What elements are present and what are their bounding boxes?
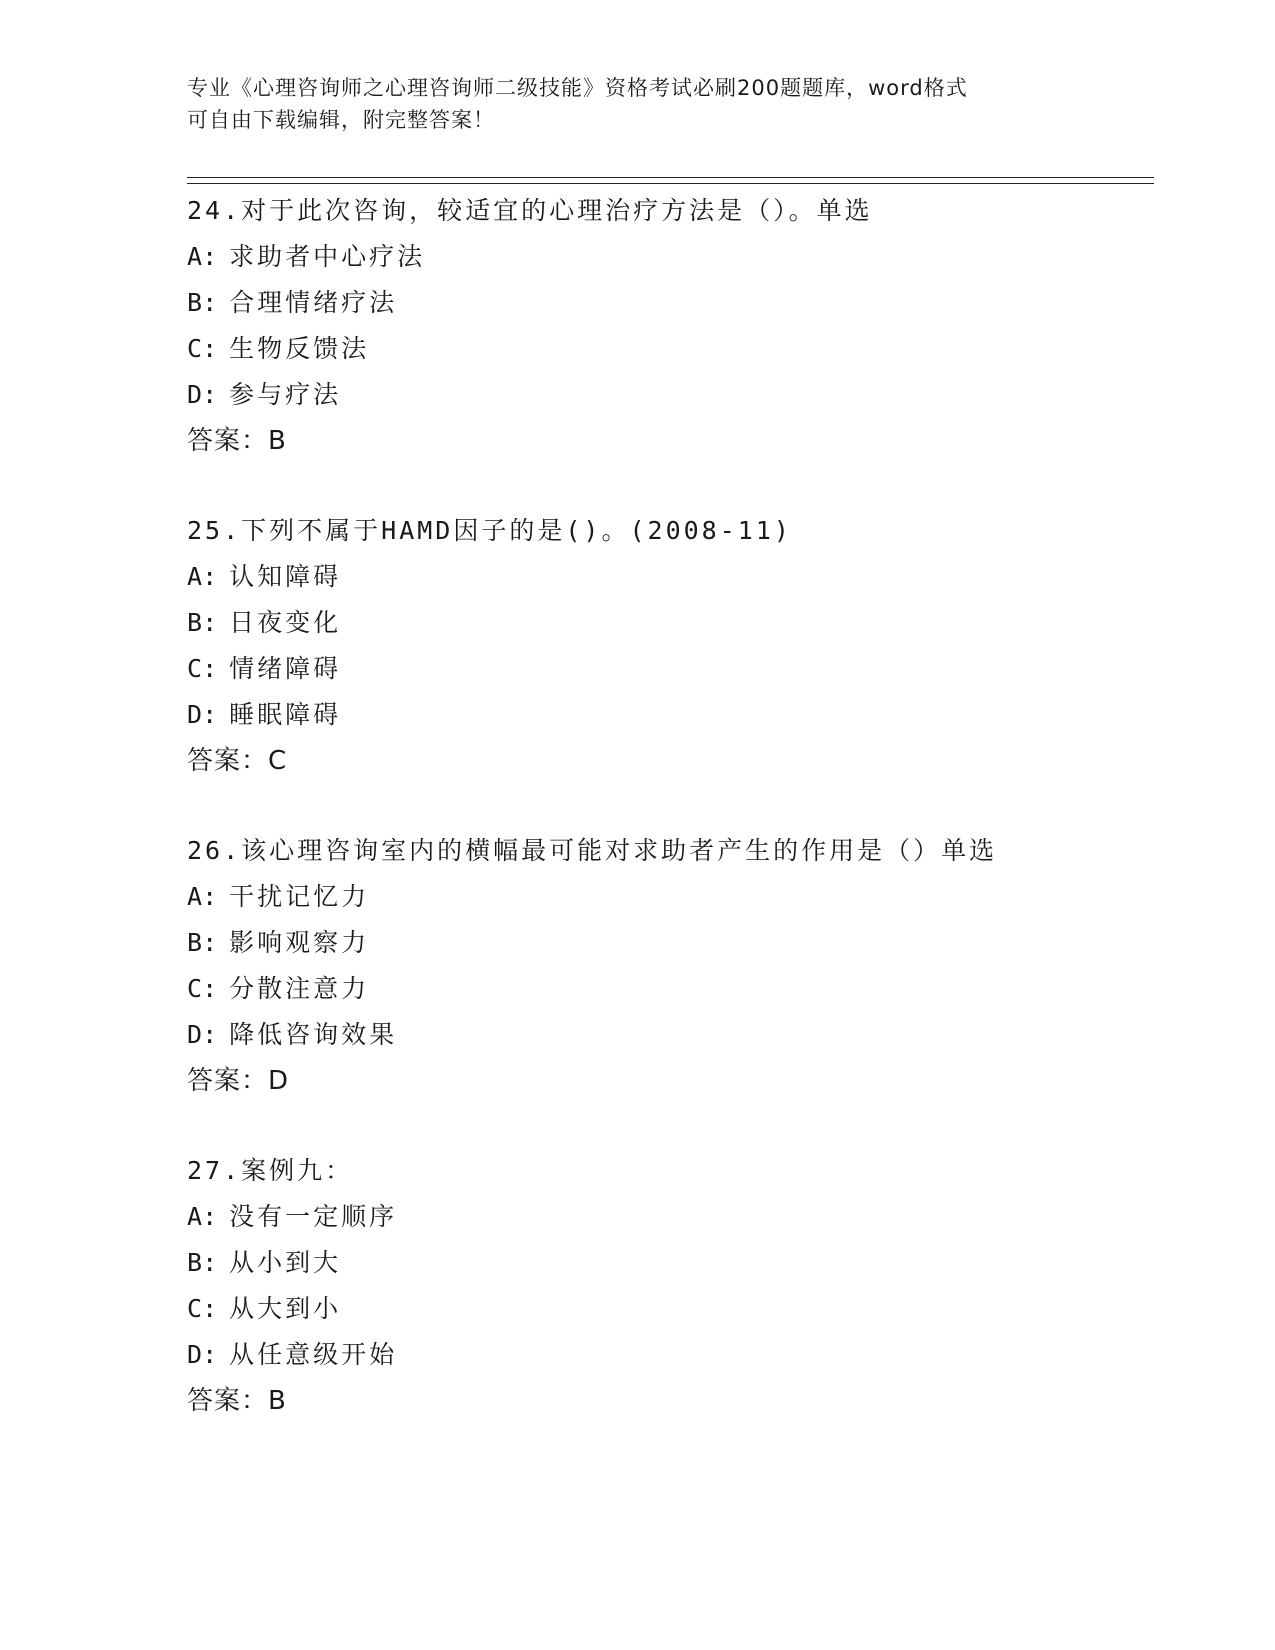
option-text: 影响观察力 [229,928,370,957]
option-text: 干扰记忆力 [229,882,370,911]
option-separator: : [202,380,218,409]
question-item [187,828,1167,1104]
answer-text: 答案：B [187,426,287,456]
option-d [187,372,1167,418]
option-separator: : [202,242,218,271]
option-a [187,554,1167,600]
option-c [187,966,1167,1012]
option-letter: B [187,928,203,957]
option-letter: B [187,288,203,317]
option-separator: : [202,334,218,363]
answer-text: 答案：C [187,746,288,776]
option-letter: D [187,1340,203,1369]
answer-text: 答案：D [187,1066,290,1096]
option-separator: : [202,654,218,683]
option-separator: : [202,1202,218,1231]
option-separator: : [202,882,218,911]
option-letter: A [187,562,203,591]
option-separator: : [202,288,218,317]
option-c [187,1286,1167,1332]
option-letter: B [187,608,203,637]
option-text: 日夜变化 [229,608,342,637]
option-letter: C [187,974,203,1003]
option-separator: : [202,1248,218,1277]
option-separator: : [202,700,218,729]
option-text: 没有一定顺序 [229,1202,398,1231]
option-text: 情绪障碍 [229,654,342,683]
option-text: 从小到大 [229,1248,342,1277]
option-separator: : [202,974,218,1003]
option-text: 求助者中心疗法 [229,242,426,271]
option-separator: : [202,562,218,591]
header-divider-top [187,177,1154,178]
option-letter: B [187,1248,203,1277]
option-text: 合理情绪疗法 [229,288,398,317]
option-letter: A [187,882,203,911]
option-d [187,1012,1167,1058]
option-separator: : [202,928,218,957]
option-a [187,234,1167,280]
option-c [187,646,1167,692]
option-b [187,280,1167,326]
question-item [187,508,1167,784]
option-text: 认知障碍 [229,562,342,591]
option-text: 分散注意力 [229,974,370,1003]
question-text: 27.案例九： [187,1156,354,1185]
option-letter: D [187,700,203,729]
option-letter: C [187,1294,203,1323]
option-a [187,874,1167,920]
option-d [187,1332,1167,1378]
option-b [187,920,1167,966]
question-item [187,1148,1167,1424]
option-text: 从任意级开始 [229,1340,398,1369]
question-text: 24.对于此次咨询，较适宜的心理治疗方法是（）。单选 [187,196,873,225]
answer-text: 答案：B [187,1386,287,1416]
option-separator: : [202,608,218,637]
option-d [187,692,1167,738]
option-letter: C [187,654,203,683]
header-line-1: 专业《心理咨询师之心理咨询师二级技能》资格考试必刷200题题库，word格式 [187,76,968,100]
option-separator: : [202,1294,218,1323]
question-list [187,188,1167,1468]
option-text: 生物反馈法 [229,334,370,363]
option-letter: D [187,1020,203,1049]
header-line-2: 可自由下载编辑，附完整答案！ [187,108,495,132]
option-letter: D [187,380,203,409]
question-item [187,188,1167,464]
option-letter: A [187,1202,203,1231]
question-text: 26.该心理咨询室内的横幅最可能对求助者产生的作用是（）单选 [187,836,998,865]
option-b [187,1240,1167,1286]
option-text: 降低咨询效果 [229,1020,398,1049]
question-text: 25.下列不属于HAMD因子的是()。(2008-11) [187,516,792,545]
option-text: 睡眠障碍 [229,700,342,729]
option-text: 从大到小 [229,1294,342,1323]
document-header [187,72,1067,136]
option-text: 参与疗法 [229,380,342,409]
option-separator: : [202,1020,218,1049]
option-letter: A [187,242,203,271]
header-divider-bottom [187,183,1154,184]
option-a [187,1194,1167,1240]
option-letter: C [187,334,203,363]
option-c [187,326,1167,372]
option-separator: : [202,1340,218,1369]
option-b [187,600,1167,646]
